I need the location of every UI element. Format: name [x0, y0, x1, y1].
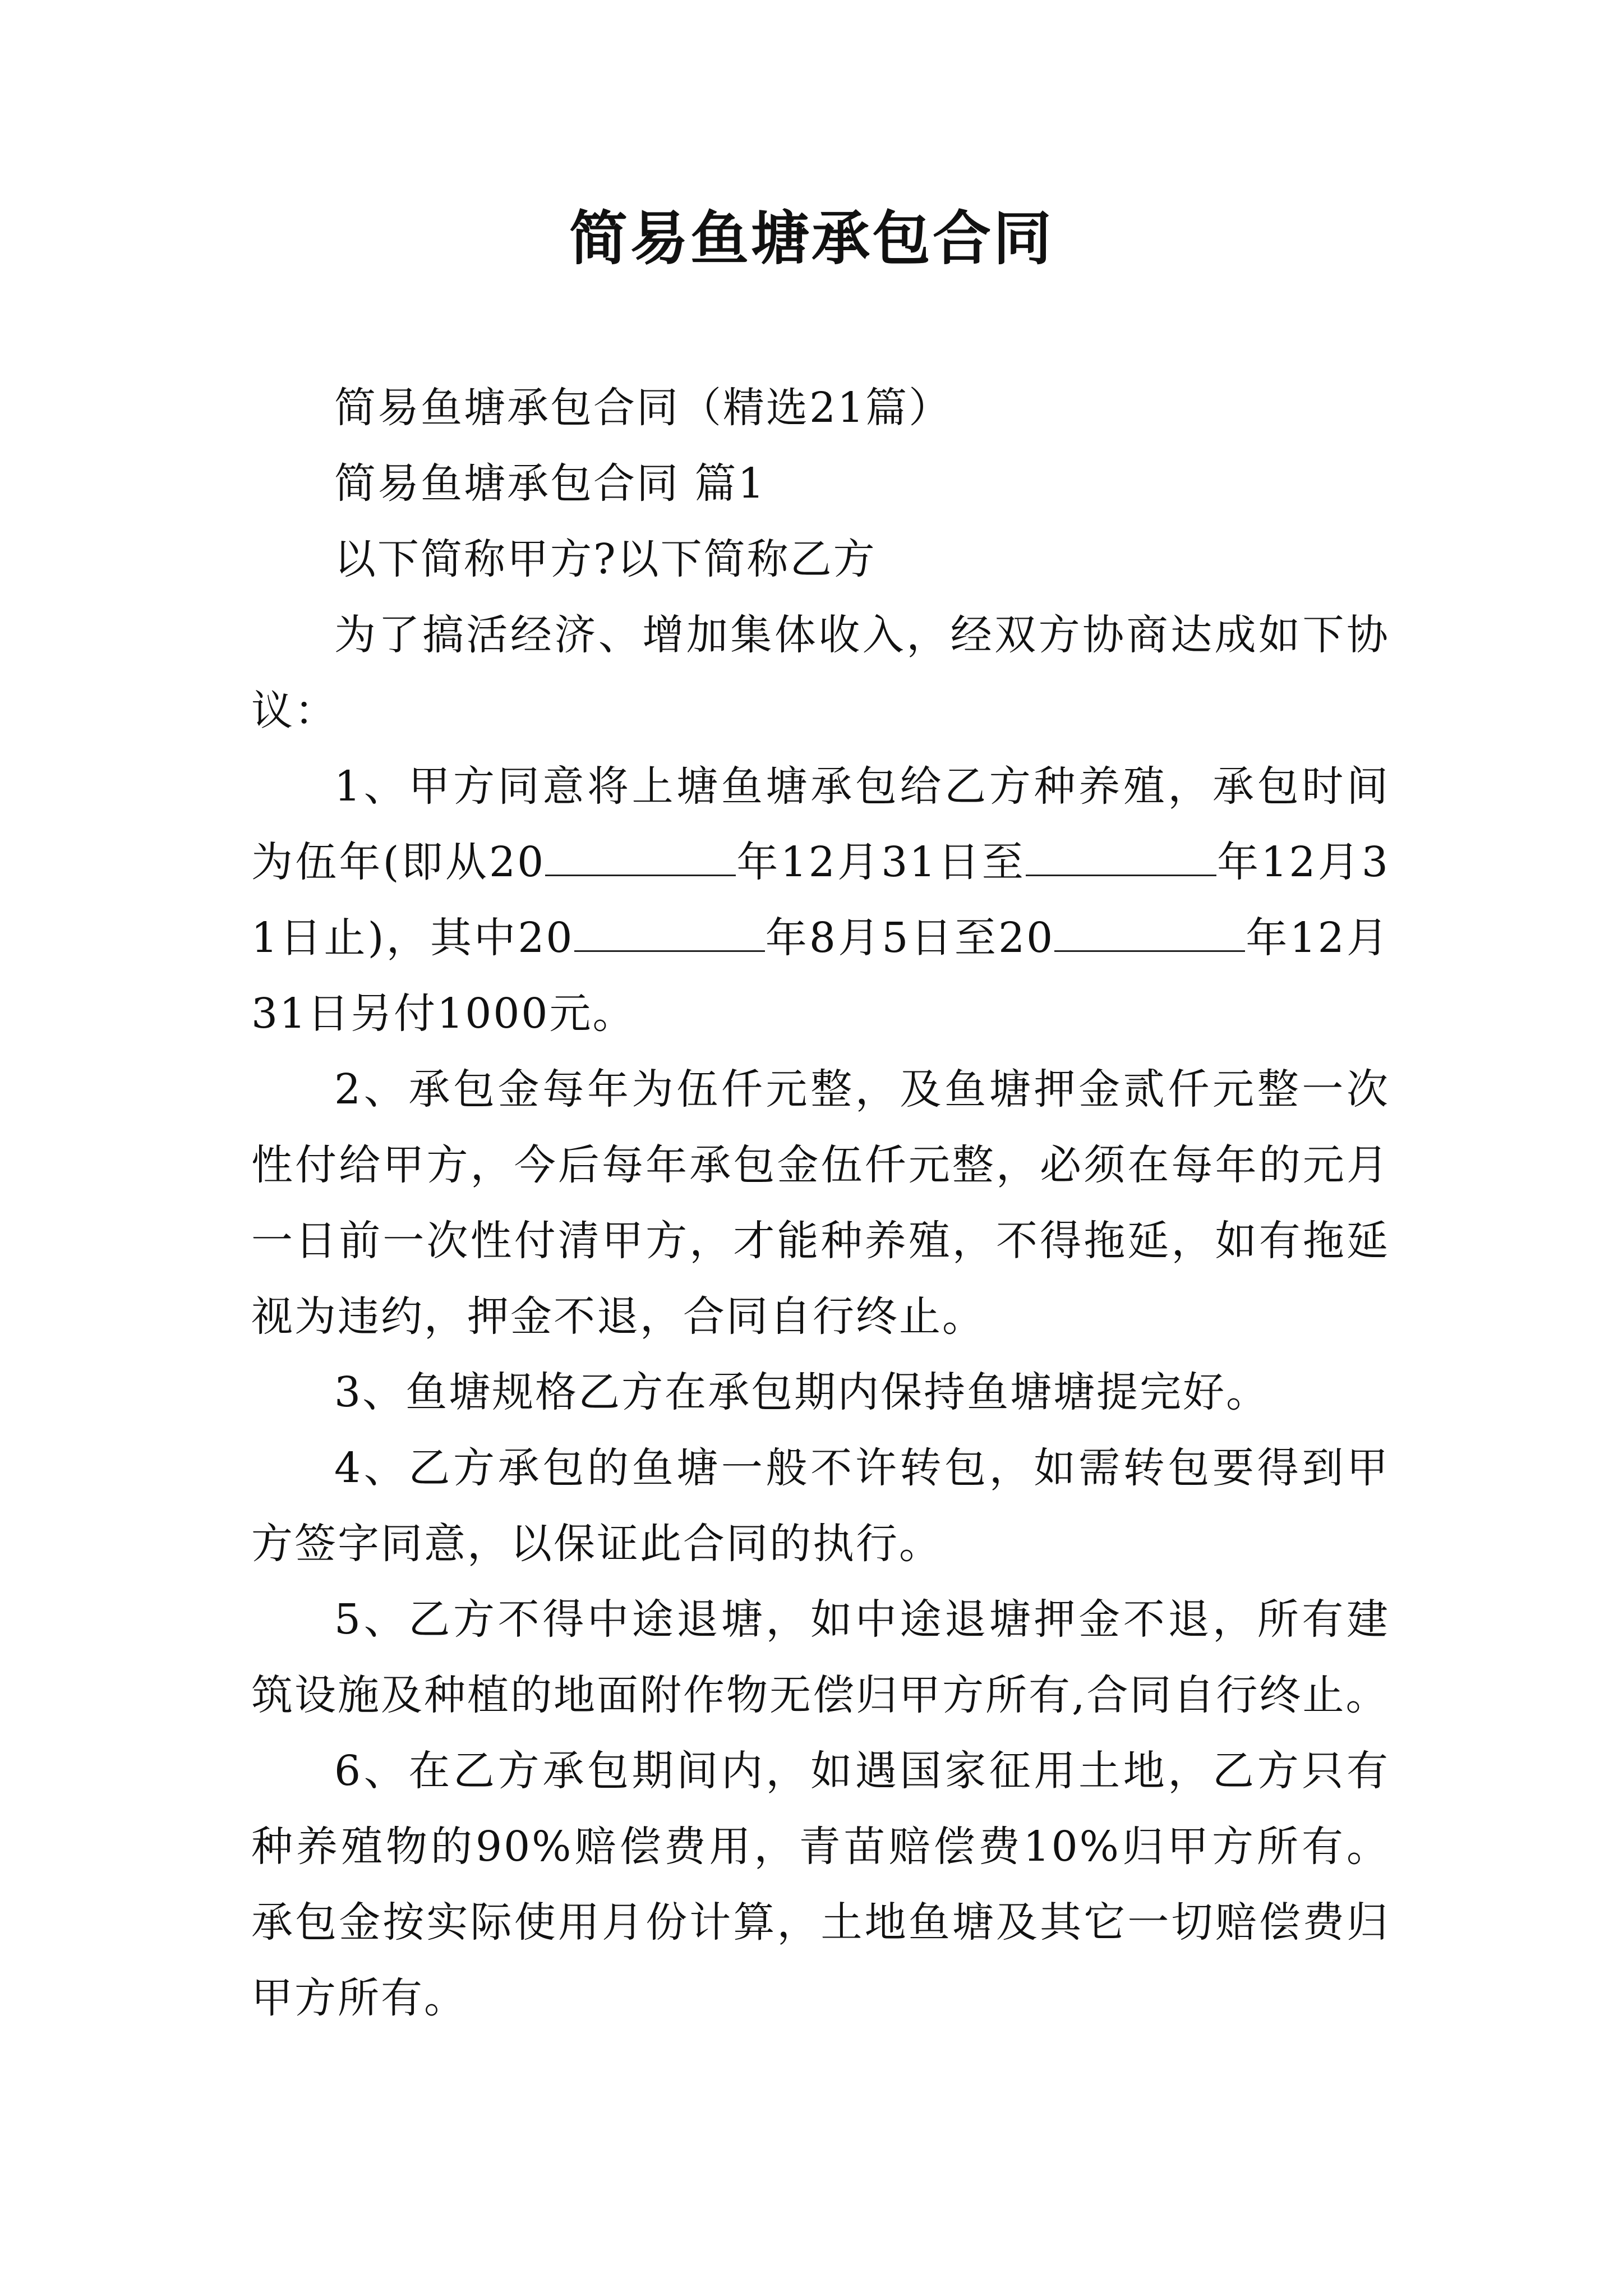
clause-6: 6、在乙方承包期间内，如遇国家征用土地，乙方只有种养殖物的90%赔偿费用，青苗赔偿费10%归甲方所有。承包金按实际使用月份计算，土地鱼塘及其它一切赔偿费归甲方所有。	[251, 1747, 1390, 2022]
document-subtitle: 简易鱼塘承包合同（精选21篇）	[334, 384, 952, 432]
clause-1	[251, 749, 1390, 1052]
clause-1-text-c: 年12月31日止)，其中20	[251, 838, 1390, 962]
clause-3: 3、鱼塘规格乙方在承包期内保持鱼塘塘提完好。	[334, 1368, 1270, 1416]
clause-1-text-d: 年8月5日至20	[764, 914, 1055, 962]
fill-in-blank	[545, 841, 736, 876]
document-body	[251, 370, 1390, 2036]
fill-in-blank	[1026, 841, 1216, 876]
clause-2: 2、承包金每年为伍仟元整，及鱼塘押金贰仟元整一次性付给甲方，今后每年承包金伍仟元整，必须在每年的元月一日前一次性付清甲方，才能种养殖，不得拖延，如有拖延视为违约，押金不退，合同自行终止。	[251, 1065, 1390, 1341]
clause-4: 4、乙方承包的鱼塘一般不许转包，如需转包要得到甲方签字同意，以保证此合同的执行。	[251, 1444, 1390, 1568]
parties-line: 以下简称甲方?以下简称乙方	[334, 535, 877, 583]
clause-5: 5、乙方不得中途退塘，如中途退塘押金不退，所有建筑设施及种植的地面附作物无偿归甲方所有,合同自行终止。	[251, 1595, 1390, 1719]
fill-in-blank	[574, 917, 765, 952]
fill-in-blank	[1054, 917, 1245, 952]
preamble-paragraph: 为了搞活经济、增加集体收入，经双方协商达成如下协议：	[251, 611, 1390, 735]
clause-1-text-e: 年12月31日另付1000元。	[251, 914, 1390, 1038]
section-heading: 简易鱼塘承包合同 篇1	[334, 459, 766, 508]
clause-1-text-b: 年12月31日至	[736, 838, 1026, 886]
document-title: 简易鱼塘承包合同	[569, 204, 1054, 273]
clause-1-text-a: 1、甲方同意将上塘鱼塘承包给乙方种养殖，承包时间为伍年(即从20	[251, 762, 1390, 886]
